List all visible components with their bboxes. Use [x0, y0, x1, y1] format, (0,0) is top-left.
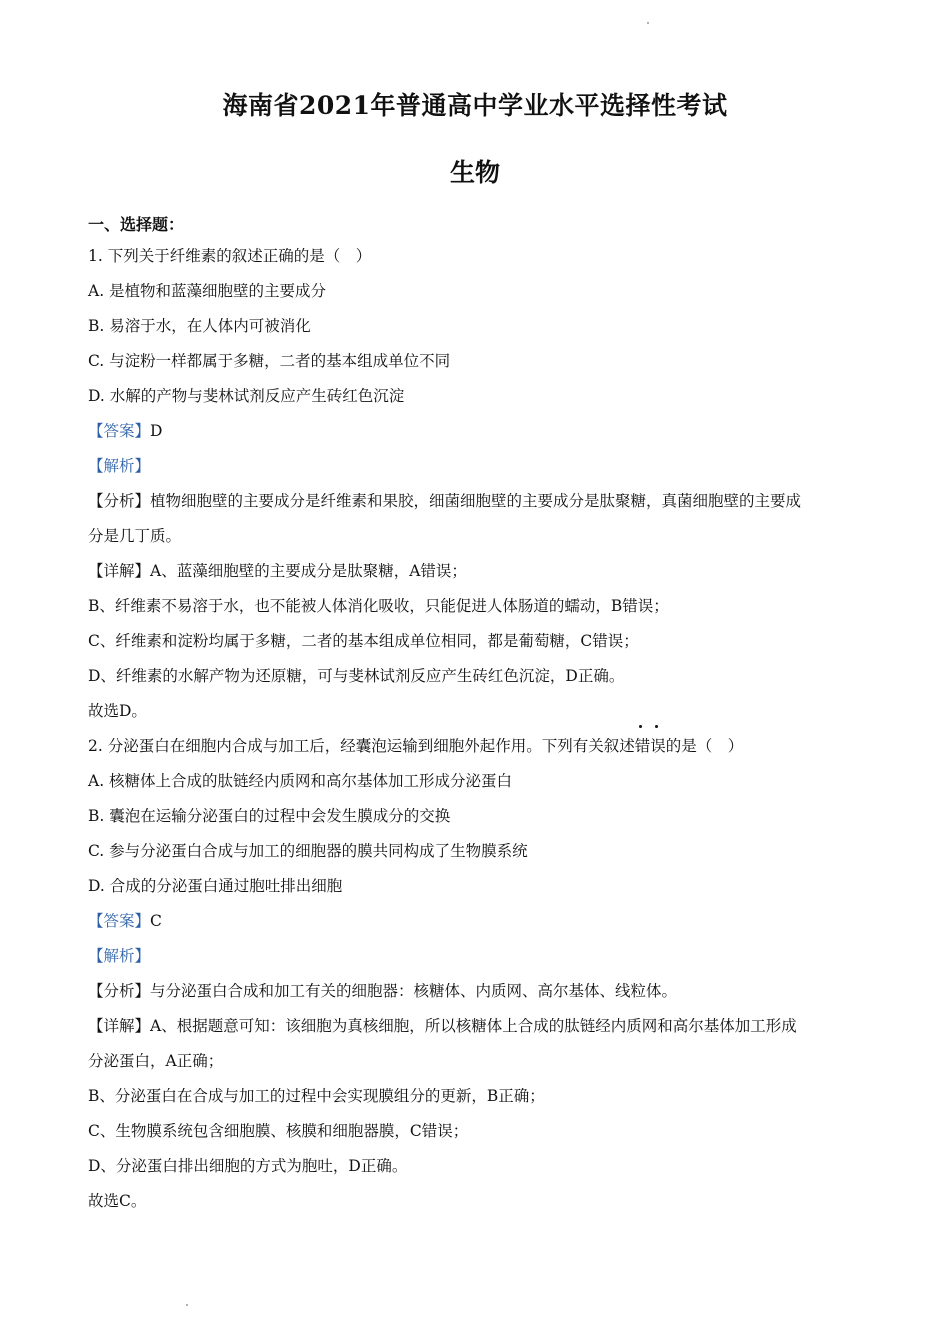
q1-fenxi-line-1 [88, 489, 868, 524]
q1-xiangjie-c: C、纤维素和淀粉均属于多糖，二者的基本组成单位相同，都是葡萄糖，C错误； [88, 632, 639, 650]
corner-mark [186, 1304, 188, 1306]
q1-option-a: A. 是植物和蓝藻细胞壁的主要成分 [88, 282, 327, 300]
emphasis-dot [655, 725, 658, 728]
q2-xiangjie-b: B、分泌蛋白在合成与加工的过程中会实现膜组分的更新，B正确； [88, 1087, 545, 1105]
answer-value: C [150, 912, 162, 930]
section-heading: 一、选择题： [88, 215, 185, 234]
q2-xiangjie-c: C、生物膜系统包含细胞膜、核膜和细胞器膜，C错误； [88, 1122, 469, 1140]
fenxi-text: 与分泌蛋白合成和加工有关的细胞器：核糖体、内质网、高尔基体、线粒体。 [150, 982, 678, 1000]
fenxi-text: 植物细胞壁的主要成分是纤维素和果胶，细菌细胞壁的主要成分是肽聚糖，真菌细胞壁的主要成 [150, 492, 802, 510]
xiangjie-tag: 【详解】 [88, 1017, 151, 1035]
q2-xiangjie-a1 [88, 1014, 868, 1049]
q2-stem-before: 2. 分泌蛋白在细胞内合成与加工后，经囊泡运输到细胞外起作用。下列有关叙述 [88, 737, 635, 755]
fenxi-tag: 【分析】 [88, 982, 151, 1000]
q2-stem-emphasis [635, 734, 666, 758]
answer-value: D [150, 422, 163, 440]
emphasis-dot [639, 725, 642, 728]
xiangjie-text: A、根据题意可知：该细胞为真核细胞，所以核糖体上合成的肽链经内质网和高尔基体加工形成 [150, 1017, 797, 1035]
analysis-tag: 【解析】 [88, 457, 151, 475]
q2-xiangjie-a2: 分泌蛋白，A正确； [88, 1052, 224, 1070]
q1-fenxi-line-2: 分是几丁质。 [88, 527, 182, 545]
fenxi-tag: 【分析】 [88, 492, 151, 510]
xiangjie-tag: 【详解】 [88, 562, 151, 580]
q2-conclusion: 故选C。 [88, 1192, 147, 1210]
xiangjie-text: A、蓝藻细胞壁的主要成分是肽聚糖，A错误； [150, 562, 467, 580]
q2-stem [88, 734, 868, 769]
emphasis-text: 错误 [634, 737, 666, 755]
q2-option-c: C. 参与分泌蛋白合成与加工的细胞器的膜共同构成了生物膜系统 [88, 842, 528, 860]
corner-mark [647, 22, 649, 24]
q1-option-c: C. 与淀粉一样都属于多糖，二者的基本组成单位不同 [88, 352, 451, 370]
q2-xiangjie-d: D、分泌蛋白排出细胞的方式为胞吐，D正确。 [88, 1157, 408, 1175]
q1-xiangjie-a [88, 559, 868, 594]
q1-option-d: D. 水解的产物与斐林试剂反应产生砖红色沉淀 [88, 387, 405, 405]
q1-analysis-tag [88, 454, 868, 489]
q2-option-d: D. 合成的分泌蛋白通过胞吐排出细胞 [88, 877, 343, 895]
q1-option-b: B. 易溶于水，在人体内可被消化 [88, 317, 311, 335]
q1-xiangjie-d: D、纤维素的水解产物为还原糖，可与斐林试剂反应产生砖红色沉淀，D正确。 [88, 667, 625, 685]
q1-stem: 1. 下列关于纤维素的叙述正确的是（ ） [88, 247, 372, 265]
q2-analysis-tag [88, 944, 868, 979]
analysis-tag: 【解析】 [88, 947, 151, 965]
q2-option-a: A. 核糖体上合成的肽链经内质网和高尔基体加工形成分泌蛋白 [88, 772, 513, 790]
answer-tag: 【答案】 [88, 912, 151, 930]
q2-fenxi-line-1 [88, 979, 868, 1014]
question-content [88, 244, 868, 1224]
q1-answer [88, 419, 868, 454]
q1-xiangjie-b: B、纤维素不易溶于水，也不能被人体消化吸收，只能促进人体肠道的蠕动，B错误； [88, 597, 669, 615]
q2-answer [88, 909, 868, 944]
answer-tag: 【答案】 [88, 422, 151, 440]
q2-stem-after: 的是（ ） [665, 737, 744, 755]
exam-title: 海南省2021年普通高中学业水平选择性考试 [222, 91, 728, 120]
q2-option-b: B. 囊泡在运输分泌蛋白的过程中会发生膜成分的交换 [88, 807, 451, 825]
exam-subject: 生物 [449, 158, 500, 187]
q1-conclusion: 故选D。 [88, 702, 147, 720]
